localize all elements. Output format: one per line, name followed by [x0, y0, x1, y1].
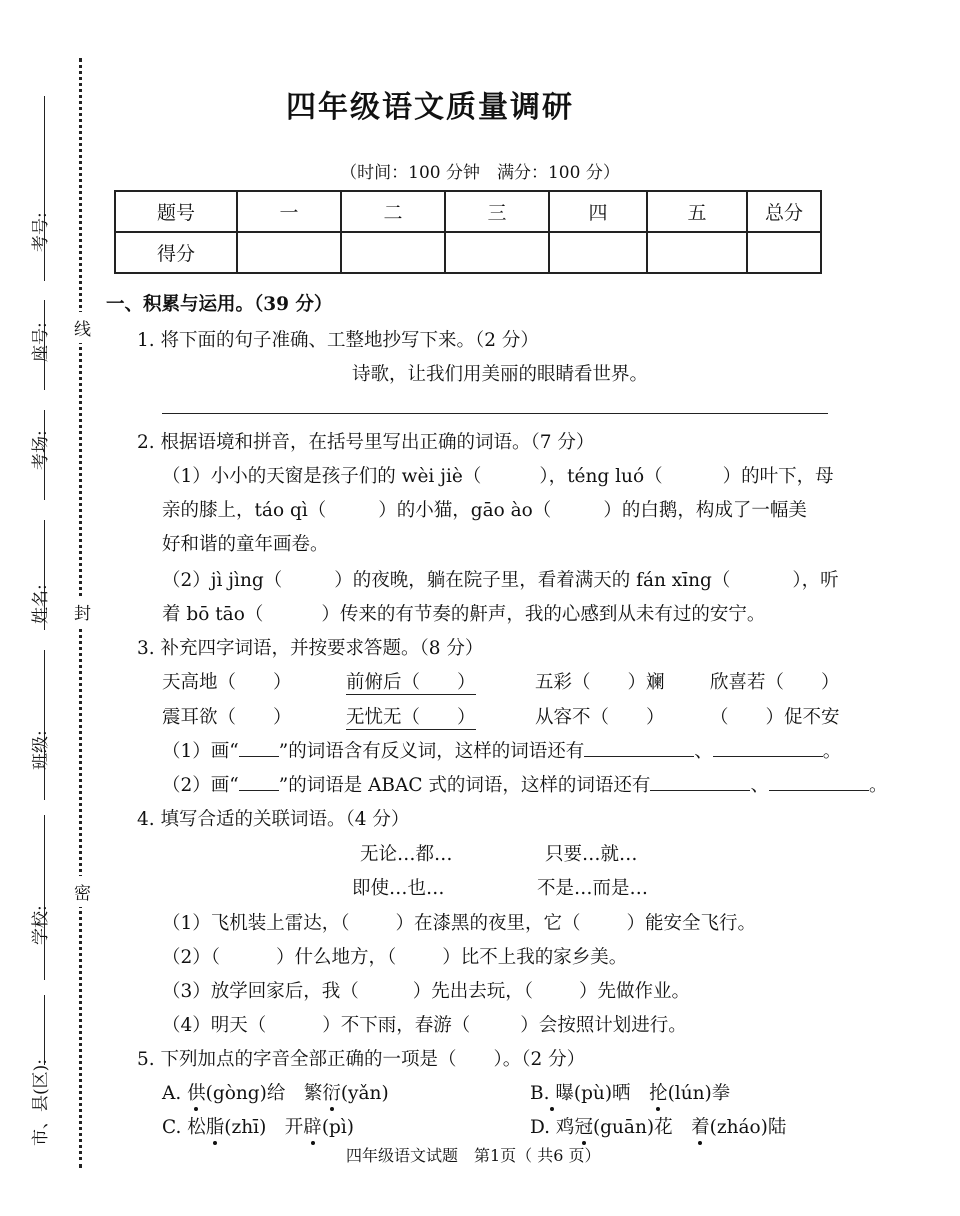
q2-text: （1）小小的天窗是孩子们的 wèi jiè（ — [162, 466, 482, 487]
answer-blank[interactable] — [650, 776, 750, 791]
option-text: A. — [162, 1083, 188, 1104]
conjunction-option: 不是…而是… — [537, 878, 649, 899]
dotted-char: 脂 — [205, 1117, 225, 1138]
score-header-row — [115, 191, 821, 232]
q3-subquestion — [162, 737, 841, 763]
answer-blank[interactable] — [713, 742, 823, 757]
option-d[interactable] — [530, 1113, 786, 1139]
q2-text: 着 bō tāo（ — [162, 604, 264, 625]
q5-prompt: 5. 下列加点的字音全部正确的一项是（ ）。（2 分） — [137, 1049, 586, 1070]
score-header-cell: 五 — [647, 191, 747, 232]
q3-text: 、 — [750, 775, 769, 796]
field-district: 市、县(区): — [31, 1059, 51, 1146]
q4-text: ）在漆黑的夜里，它（ — [395, 913, 581, 934]
dotted-char: B. 曝 — [530, 1083, 574, 1104]
q4-sentence — [162, 943, 627, 969]
field-school: 学校: — [31, 905, 51, 945]
option-text: (gòng)给 繁 — [205, 1083, 323, 1104]
option-text: (lún)拳 — [667, 1083, 731, 1104]
score-cell — [445, 232, 549, 273]
score-table — [114, 190, 822, 274]
idiom-item[interactable]: （ ）促不安 — [710, 707, 840, 728]
q4-sentence — [162, 1011, 687, 1037]
option-b[interactable] — [530, 1079, 730, 1105]
q2-text: ）的白鹅，构成了一幅美 — [603, 500, 807, 521]
score-header-cell: 四 — [549, 191, 647, 232]
field-exam-number: 考号: — [31, 212, 51, 252]
q3-text: 。 — [822, 741, 842, 762]
idiom-item[interactable]: 从容不（ ） — [535, 707, 665, 728]
idiom-item[interactable]: 天高地（ ） — [162, 672, 292, 693]
field-name: 姓名: — [31, 584, 51, 624]
q4-sentence — [162, 977, 690, 1003]
q4-text: （2）（ — [162, 947, 221, 968]
q2-line — [162, 600, 765, 626]
score-row — [115, 232, 821, 273]
idiom-item[interactable]: 五彩（ ）斓 — [535, 672, 665, 693]
q2-text: 亲的膝上，táo qì（ — [162, 500, 327, 521]
conjunction-option: 无论…都… — [360, 844, 453, 865]
q2-text: （2）jì jìng（ — [162, 570, 283, 591]
q4-text: （4）明天（ — [162, 1015, 267, 1036]
score-cell — [237, 232, 341, 273]
q4-text: ）能安全飞行。 — [626, 913, 757, 934]
q3-text: 。 — [868, 775, 888, 796]
q2-line — [162, 566, 839, 592]
score-cell — [747, 232, 821, 273]
q2-text: ），听 — [792, 570, 839, 591]
q4-text: ）比不上我的家乡美。 — [442, 947, 628, 968]
option-text: (pù)晒 — [573, 1083, 650, 1104]
seal-char-line: 线 — [74, 312, 91, 343]
q2-line — [162, 496, 807, 522]
score-header-cell: 二 — [341, 191, 445, 232]
idiom-item[interactable]: 欣喜若（ ） — [710, 672, 840, 693]
conjunction-option: 只要…就… — [545, 844, 638, 865]
q3-text: （1）画“ — [162, 741, 239, 762]
q4-text: （1）飞机装上雷达，（ — [162, 913, 350, 934]
q4-text: ）先出去玩，（ — [412, 981, 534, 1002]
q1-sentence: 诗歌，让我们用美丽的眼睛看世界。 — [352, 364, 649, 385]
dotted-char: 辟 — [303, 1117, 322, 1138]
page-footer: 四年级语文试题 第1页（ 共6 页） — [346, 1146, 601, 1165]
q4-text: ）先做作业。 — [579, 981, 691, 1002]
dotted-char: 抡 — [649, 1083, 668, 1104]
option-text: C. 松 — [162, 1117, 206, 1138]
score-cell — [647, 232, 747, 273]
q1-answer-line[interactable] — [162, 413, 828, 414]
score-header-cell: 总分 — [747, 191, 821, 232]
binding-line — [44, 815, 45, 980]
seal-char-seal: 封 — [74, 596, 91, 627]
q2-line: 好和谐的童年画卷。 — [162, 534, 329, 555]
idiom-item[interactable]: 无忧无（ ） — [346, 703, 476, 730]
dotted-char: 冠 — [574, 1117, 593, 1138]
answer-blank[interactable] — [769, 776, 869, 791]
q1-prompt: 1. 将下面的句子准确、工整地抄写下来。（2 分） — [137, 330, 539, 351]
answer-blank[interactable] — [584, 742, 694, 757]
binding-line — [44, 995, 45, 1065]
option-text: (zhī) 开 — [224, 1117, 304, 1138]
idiom-item[interactable]: 震耳欲（ ） — [162, 707, 292, 728]
q3-subquestion — [162, 771, 887, 797]
option-a[interactable] — [162, 1079, 389, 1105]
q4-text: （3）放学回家后，我（ — [162, 981, 359, 1002]
score-cell — [341, 232, 445, 273]
option-text: (pì) — [321, 1117, 355, 1138]
q2-text: ）的夜晚，躺在院子里，看着满天的 fán xīng（ — [334, 570, 731, 591]
q4-text: ）什么地方，（ — [276, 947, 397, 968]
field-class: 班级: — [31, 730, 51, 770]
q2-prompt: 2. 根据语境和拼音，在括号里写出正确的词语。（7 分） — [137, 432, 595, 453]
q3-prompt: 3. 补充四字词语，并按要求答题。（8 分） — [137, 638, 484, 659]
q3-text: ”的词语是 ABAC 式的词语，这样的词语还有 — [278, 775, 651, 796]
q4-text: ）会按照计划进行。 — [520, 1015, 687, 1036]
binding-line — [44, 650, 45, 800]
score-header-cell: 一 — [237, 191, 341, 232]
q2-text: ），téng luó（ — [539, 466, 663, 487]
field-seat-number: 座号: — [31, 322, 51, 362]
q3-text: 、 — [694, 741, 713, 762]
conjunction-option: 即使…也… — [352, 878, 445, 899]
score-header-cell: 三 — [445, 191, 549, 232]
q2-line — [162, 462, 834, 488]
seal-char-secret: 密 — [74, 876, 91, 907]
q2-text: ）的叶下，母 — [722, 466, 834, 487]
page-title: 四年级语文质量调研 — [286, 90, 574, 125]
dotted-char: 衍 — [322, 1083, 341, 1104]
idiom-item[interactable]: 前俯后（ ） — [346, 668, 476, 695]
q3-text: ”的词语含有反义词，这样的词语还有 — [278, 741, 585, 762]
dotted-char: 着 — [691, 1117, 710, 1138]
q2-text: ）的小猫，gāo ào（ — [378, 500, 552, 521]
dotted-char: 供 — [187, 1083, 206, 1104]
score-header-cell: 题号 — [115, 191, 237, 232]
score-row-label: 得分 — [115, 232, 237, 273]
field-exam-room: 考场: — [31, 430, 51, 470]
q4-sentence — [162, 909, 756, 935]
q3-text: （2）画“ — [162, 775, 239, 796]
option-text: (yǎn) — [340, 1083, 389, 1104]
q4-text: ）不下雨，春游（ — [322, 1015, 471, 1036]
option-text: (zháo)陆 — [709, 1117, 787, 1138]
score-cell — [549, 232, 647, 273]
q2-text: ）传来的有节奏的鼾声，我的心感到从未有过的安宁。 — [321, 604, 766, 625]
q4-prompt: 4. 填写合适的关联词语。（4 分） — [137, 809, 410, 830]
option-text: D. 鸡 — [530, 1117, 575, 1138]
option-c[interactable] — [162, 1113, 354, 1139]
section-heading: 一、积累与运用。（39 分） — [106, 294, 333, 315]
exam-info: （时间：100 分钟 满分：100 分） — [340, 163, 620, 183]
option-text: (guān)花 — [592, 1117, 692, 1138]
